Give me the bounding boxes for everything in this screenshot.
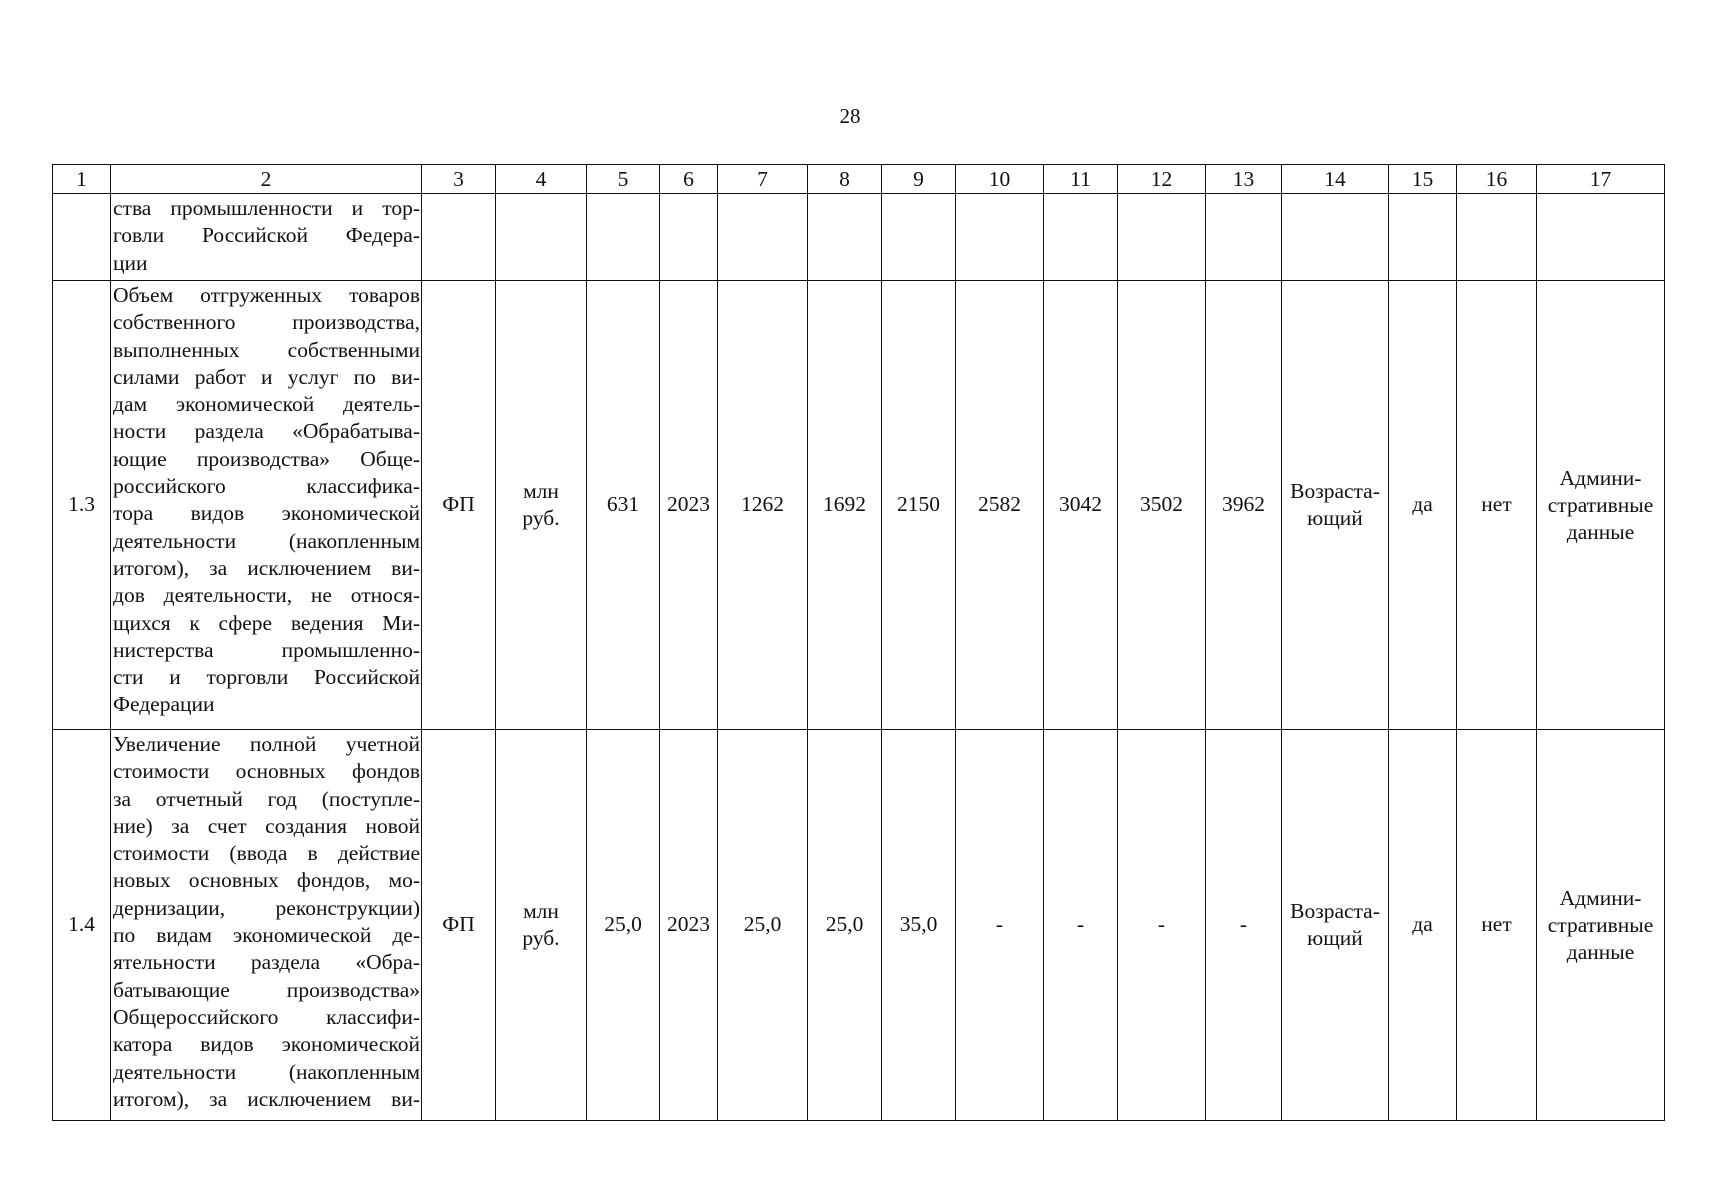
- base-year-cell: 2023: [660, 730, 718, 1121]
- indicator-name-line: итогом), за исключением ви-: [113, 555, 420, 580]
- dynamics-cell: [1282, 281, 1389, 730]
- value-cell: -: [956, 730, 1044, 1121]
- row-number: 1.3: [53, 281, 111, 730]
- data-source-cell: [1537, 730, 1665, 1121]
- data-source-line: данные: [1566, 939, 1635, 964]
- indicator-name-line: ятельности раздела «Обра-: [113, 950, 420, 975]
- value-cell: 25,0: [808, 730, 882, 1121]
- column-number: 14: [1282, 165, 1389, 194]
- table-cell: [1457, 194, 1537, 281]
- table-cell: [1206, 194, 1282, 281]
- value-cell: -: [1044, 730, 1118, 1121]
- indicators-table: [52, 164, 1665, 1121]
- indicator-name-line: дам экономической деятель-: [113, 392, 420, 417]
- column-number: 7: [718, 165, 808, 194]
- col16-cell: нет: [1457, 281, 1537, 730]
- value-cell: 3962: [1206, 281, 1282, 730]
- indicator-name-line: деятельности (накопленным: [113, 528, 420, 553]
- table-row: [53, 281, 1665, 730]
- table-cell: [1389, 194, 1457, 281]
- table-cell: [587, 194, 660, 281]
- base-value-cell: 25,0: [587, 730, 660, 1121]
- indicator-name-line: ства промышленности и тор-: [113, 196, 420, 220]
- dynamics-line: Возраста-: [1290, 479, 1380, 503]
- column-number: 9: [882, 165, 956, 194]
- col15-cell: да: [1389, 730, 1457, 1121]
- indicator-name-line: батывающие производства»: [113, 977, 420, 1002]
- indicator-name: [111, 194, 422, 281]
- indicator-name-line: ющие производства» Обще-: [113, 446, 420, 471]
- indicator-name-line: силами работ и услуг по ви-: [113, 364, 420, 389]
- value-cell: 3502: [1118, 281, 1206, 730]
- indicator-name-line: ние) за счет создания новой: [113, 813, 420, 838]
- indicator-name-line: ности раздела «Обрабатыва-: [113, 419, 420, 444]
- column-number: 10: [956, 165, 1044, 194]
- column-number: 6: [660, 165, 718, 194]
- data-source-line: стративные: [1547, 912, 1654, 937]
- table-cell: [882, 194, 956, 281]
- indicator-name: [111, 281, 422, 730]
- value-cell: 1262: [718, 281, 808, 730]
- indicator-name: [111, 730, 422, 1121]
- data-source-line: стративные: [1547, 492, 1654, 517]
- unit-cell: [496, 730, 587, 1121]
- value-cell: -: [1118, 730, 1206, 1121]
- table-cell: [808, 194, 882, 281]
- indicator-name-line: Увеличение полной учетной: [113, 732, 420, 756]
- column-number: 4: [496, 165, 587, 194]
- source-cell: ФП: [422, 281, 496, 730]
- page-number: 28: [839, 104, 861, 128]
- value-cell: 35,0: [882, 730, 956, 1121]
- indicator-name-line: щихся к сфере ведения Ми-: [113, 610, 420, 635]
- base-value-cell: 631: [587, 281, 660, 730]
- unit-line: млн: [523, 899, 559, 923]
- table-row: [53, 730, 1665, 1121]
- column-number: 5: [587, 165, 660, 194]
- indicator-name-line: сти и торговли Российской: [113, 665, 420, 690]
- indicator-name-line: Объем отгруженных товаров: [113, 283, 420, 307]
- indicator-name-line: дернизации, реконструкции): [113, 895, 420, 920]
- table-row: [53, 194, 1665, 281]
- unit-line: руб.: [522, 926, 560, 950]
- indicator-name-line: новых основных фондов, мо-: [113, 868, 420, 893]
- indicator-name-line: катора видов экономической: [113, 1032, 420, 1057]
- column-number: 8: [808, 165, 882, 194]
- indicator-name-line: деятельности (накопленным: [113, 1059, 420, 1084]
- value-cell: 2150: [882, 281, 956, 730]
- base-year-cell: 2023: [660, 281, 718, 730]
- dynamics-line: ющий: [1307, 926, 1363, 950]
- indicator-name-line: нистерства промышленно-: [113, 637, 420, 662]
- table-cell: [718, 194, 808, 281]
- indicator-name-line: ции: [113, 250, 148, 275]
- indicator-name-line: собственного производства,: [113, 310, 420, 335]
- indicator-name-line: выполненных собственными: [113, 337, 420, 362]
- data-source-line: Админи-: [1559, 885, 1642, 910]
- data-source-line: Админи-: [1559, 465, 1642, 490]
- indicator-name-line: по видам экономической де-: [113, 923, 420, 948]
- table-cell: [956, 194, 1044, 281]
- column-number: 12: [1118, 165, 1206, 194]
- value-cell: 25,0: [718, 730, 808, 1121]
- column-number: 17: [1537, 165, 1665, 194]
- data-source-line: данные: [1566, 519, 1635, 544]
- column-number: 16: [1457, 165, 1537, 194]
- table-cell: [422, 194, 496, 281]
- unit-cell: [496, 281, 587, 730]
- table-cell: [1044, 194, 1118, 281]
- col16-cell: нет: [1457, 730, 1537, 1121]
- indicator-name-line: дов деятельности, не относя-: [113, 583, 420, 608]
- column-number: 1: [53, 165, 111, 194]
- table-cell: [1118, 194, 1206, 281]
- row-number: 1.4: [53, 730, 111, 1121]
- col15-cell: да: [1389, 281, 1457, 730]
- indicator-name-line: тора видов экономической: [113, 501, 420, 526]
- table-cell: [660, 194, 718, 281]
- value-cell: 1692: [808, 281, 882, 730]
- indicator-name-line: за отчетный год (поступле-: [113, 786, 420, 811]
- value-cell: 3042: [1044, 281, 1118, 730]
- indicator-name-line: стоимости основных фондов: [113, 759, 420, 784]
- column-number: 3: [422, 165, 496, 194]
- row-number: [53, 194, 111, 281]
- indicator-name-line: говли Российской Федера-: [113, 223, 420, 248]
- indicator-name-line: Федерации: [113, 692, 215, 717]
- column-number: 2: [111, 165, 422, 194]
- column-number: 15: [1389, 165, 1457, 194]
- data-source-cell: [1537, 281, 1665, 730]
- indicator-name-line: стоимости (ввода в действие: [113, 841, 420, 866]
- table-cell: [496, 194, 587, 281]
- value-cell: -: [1206, 730, 1282, 1121]
- dynamics-line: Возраста-: [1290, 899, 1380, 923]
- unit-line: млн: [523, 479, 559, 503]
- indicator-name-line: Общероссийского классифи-: [113, 1004, 420, 1029]
- unit-line: руб.: [522, 506, 560, 530]
- column-number: 13: [1206, 165, 1282, 194]
- indicator-name-line: итогом), за исключением ви-: [113, 1086, 420, 1111]
- value-cell: 2582: [956, 281, 1044, 730]
- dynamics-line: ющий: [1307, 506, 1363, 530]
- column-number: 11: [1044, 165, 1118, 194]
- table-cell: [1537, 194, 1665, 281]
- source-cell: ФП: [422, 730, 496, 1121]
- dynamics-cell: [1282, 730, 1389, 1121]
- indicator-name-line: российского классифика-: [113, 474, 420, 499]
- column-number-row: [53, 165, 1665, 194]
- table-cell: [1282, 194, 1389, 281]
